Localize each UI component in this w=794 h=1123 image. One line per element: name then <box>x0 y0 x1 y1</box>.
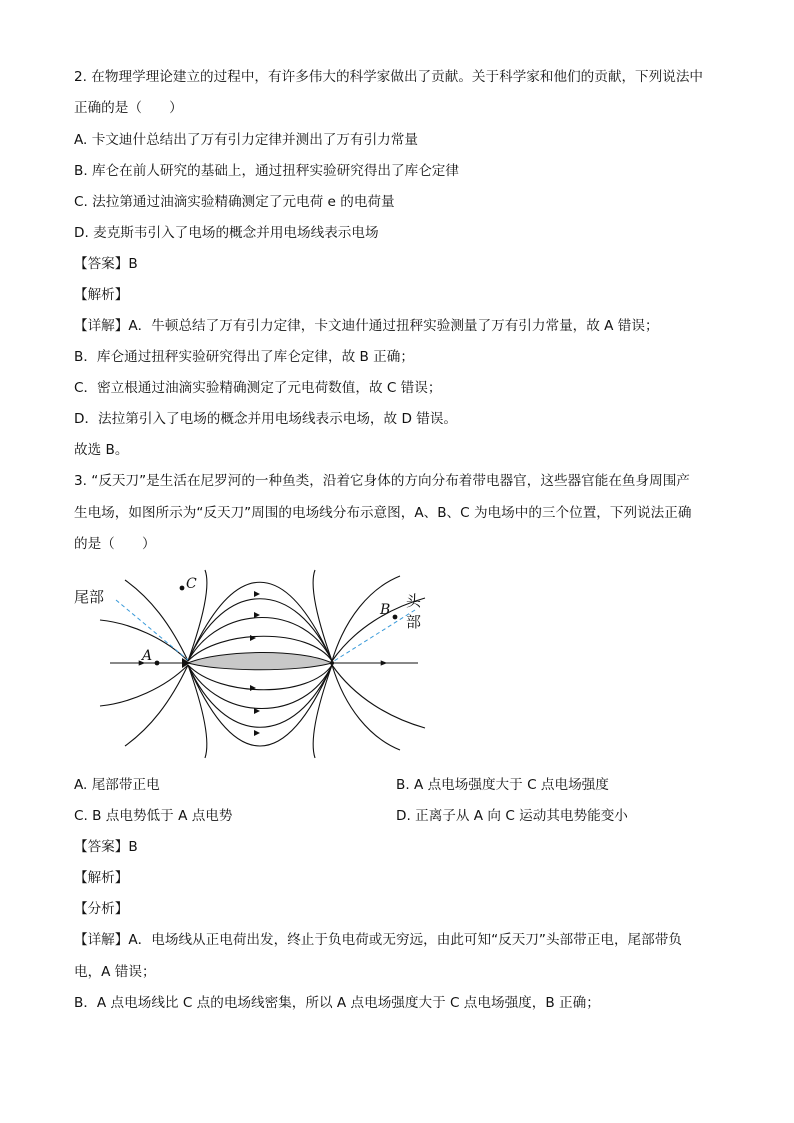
q3-detail-a-line2: 电，A 错误； <box>74 964 156 980</box>
point-c-label: C <box>186 576 197 592</box>
q2-option-a: A. 卡文迪什总结出了万有引力定律并测出了万有引力常量 <box>74 132 418 148</box>
fish-body <box>188 652 332 669</box>
q2-detail-d: D．法拉第引入了电场的概念并用电场线表示电场，故 D 错误。 <box>74 411 458 427</box>
q2-option-c: C. 法拉第通过油滴实验精确测定了元电荷 e 的电荷量 <box>74 194 395 210</box>
q3-option-d: D. 正离子从 A 向 C 运动其电势能变小 <box>396 808 628 824</box>
q2-option-b: B. 库仑在前人研究的基础上，通过扭秤实验研究得出了库仑定律 <box>74 163 459 179</box>
q3-option-a: A. 尾部带正电 <box>74 777 160 793</box>
q2-stem-line2: 正确的是（ ） <box>74 100 183 116</box>
q2-answer: 【答案】B <box>74 256 138 272</box>
head-label: 头部 <box>406 592 422 631</box>
q2-detail-c: C．密立根通过油滴实验精确测定了元电荷数值，故 C 错误； <box>74 380 442 396</box>
q3-fenxi-label: 【分析】 <box>74 901 129 917</box>
q3-option-c: C. B 点电势低于 A 点电势 <box>74 808 233 824</box>
point-c-dot <box>180 586 185 591</box>
q2-detail-a: 【详解】A．牛顿总结了万有引力定律，卡文迪什通过扭秤实验测量了万有引力常量，故 A 错误； <box>74 318 659 334</box>
field-line-figure <box>70 568 430 760</box>
q2-option-d: D. 麦克斯韦引入了电场的概念并用电场线表示电场 <box>74 225 379 241</box>
q3-option-b: B. A 点电场强度大于 C 点电场强度 <box>396 777 609 793</box>
q2-analysis-label: 【解析】 <box>74 287 129 303</box>
q2-stem-line1: 2. 在物理学理论建立的过程中，有许多伟大的科学家做出了贡献。关于科学家和他们的贡献，下列说法中 <box>74 69 704 85</box>
q3-answer: 【答案】B <box>74 839 138 855</box>
point-b-label: B <box>380 602 391 618</box>
point-b-dot <box>393 615 398 620</box>
q2-conclusion: 故选 B。 <box>74 442 129 458</box>
point-a-dot <box>155 661 160 666</box>
q3-analysis-label: 【解析】 <box>74 870 129 886</box>
q3-detail-b: B．A 点电场线比 C 点的电场线密集，所以 A 点电场强度大于 C 点电场强度，B 正确； <box>74 995 600 1011</box>
q3-stem-line2: 生电场，如图所示为“反天刀”周围的电场线分布示意图，A、B、C 为电场中的三个位置，下列说法正确 <box>74 505 692 521</box>
field-line-diagram <box>70 568 430 760</box>
point-a-label: A <box>142 648 153 664</box>
tail-label: 尾部 <box>74 588 105 606</box>
q3-stem-line3: 的是（ ） <box>74 536 156 552</box>
q3-detail-a-line1: 【详解】A．电场线从正电荷出发，终止于负电荷或无穷远，由此可知“反天刀”头部带正电，尾部带负 <box>74 932 682 948</box>
q2-detail-b: B．库仑通过扭秤实验研究得出了库仑定律，故 B 正确； <box>74 349 414 365</box>
q3-stem-line1: 3. “反天刀”是生活在尼罗河的一种鱼类，沿着它身体的方向分布着带电器官，这些器官能在鱼身周围产 <box>74 473 690 489</box>
